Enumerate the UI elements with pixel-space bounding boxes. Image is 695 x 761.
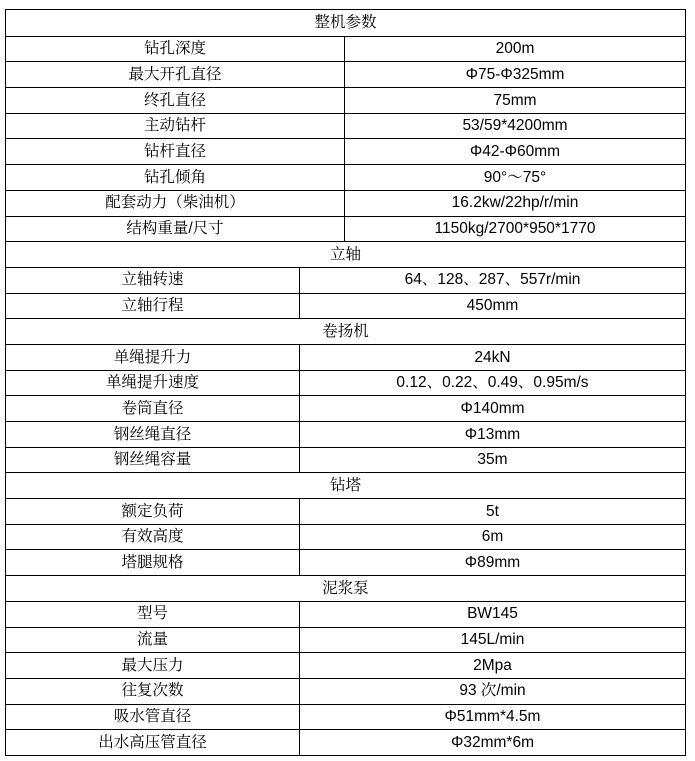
table-row [6, 549, 685, 575]
section-header-row [6, 241, 685, 267]
spec-label: 吸水管直径 [6, 705, 300, 730]
spec-value: 200m [495, 40, 535, 58]
table-row [6, 164, 685, 190]
spec-label: 型号 [6, 602, 300, 627]
table-row [6, 447, 685, 473]
spec-label: 往复次数 [6, 679, 300, 704]
section-header-row [6, 318, 685, 344]
spec-label: 钢丝绳直径 [6, 422, 300, 447]
spec-value: Φ32mm*6m [451, 733, 534, 751]
spec-label: 卷筒直径 [6, 396, 300, 421]
section-header-row [6, 10, 685, 36]
table-row [6, 267, 685, 293]
spec-value: Φ51mm*4.5m [444, 708, 541, 726]
spec-value: 1150kg/2700*950*1770 [434, 220, 596, 238]
spec-label: 立轴行程 [6, 294, 300, 319]
spec-label: 额定负荷 [6, 499, 300, 524]
table-row [6, 704, 685, 730]
spec-value: Φ89mm [464, 554, 521, 572]
spec-value: Φ140mm [460, 399, 525, 417]
table-row [6, 601, 685, 627]
spec-label: 钢丝绳容量 [6, 448, 300, 473]
table-row [6, 498, 685, 524]
spec-label: 单绳提升力 [6, 345, 300, 370]
spec-value: 5t [486, 502, 499, 520]
spec-label: 出水高压管直径 [6, 730, 300, 755]
spec-label: 有效高度 [6, 525, 300, 550]
table-row [6, 421, 685, 447]
table-row [6, 61, 685, 87]
table-row [6, 344, 685, 370]
spec-label: 主动钻杆 [6, 114, 345, 139]
table-row [6, 524, 685, 550]
spec-value: 64、128、287、557r/min [404, 271, 581, 289]
table-row [6, 190, 685, 216]
spec-label: 单绳提升速度 [6, 371, 300, 396]
table-row [6, 36, 685, 62]
spec-label: 立轴转速 [6, 268, 300, 293]
spec-value: 93 次/min [459, 682, 526, 700]
section-header-row [6, 575, 685, 601]
table-row [6, 678, 685, 704]
spec-table [5, 9, 686, 756]
spec-label: 流量 [6, 628, 300, 653]
spec-label: 终孔直径 [6, 88, 345, 113]
section-title: 立轴 [329, 245, 361, 263]
table-row [6, 87, 685, 113]
spec-value: 53/59*4200mm [462, 117, 568, 135]
spec-label: 钻杆直径 [6, 139, 345, 164]
table-row [6, 113, 685, 139]
spec-value: Φ75-Φ325mm [465, 65, 565, 83]
spec-value: 16.2kw/22hp/r/min [451, 194, 579, 212]
table-row [6, 293, 685, 319]
spec-value: 145L/min [460, 631, 525, 649]
spec-label: 最大压力 [6, 653, 300, 678]
section-header-row [6, 472, 685, 498]
spec-value: 0.12、0.22、0.49、0.95m/s [396, 374, 589, 392]
spec-value: 2Mpa [473, 656, 512, 674]
spec-value: Φ13mm [464, 425, 521, 443]
spec-label: 配套动力（柴油机） [6, 191, 345, 216]
spec-label: 最大开孔直径 [6, 62, 345, 87]
table-row [6, 216, 685, 242]
spec-value: Φ42-Φ60mm [469, 143, 561, 161]
table-row [6, 138, 685, 164]
spec-value: 35m [477, 451, 508, 469]
table-row [6, 370, 685, 396]
table-row [6, 627, 685, 653]
spec-label: 钻孔倾角 [6, 165, 345, 190]
section-title: 钻塔 [329, 476, 361, 494]
spec-label: 结构重量/尺寸 [6, 217, 345, 242]
table-row [6, 395, 685, 421]
section-title: 卷扬机 [322, 322, 369, 340]
table-row [6, 652, 685, 678]
spec-value: 450mm [466, 297, 519, 315]
spec-value: 24kN [474, 348, 511, 366]
spec-label: 塔腿规格 [6, 550, 300, 575]
spec-value: BW145 [467, 605, 518, 623]
spec-label: 钻孔深度 [6, 37, 345, 62]
spec-value: 6m [481, 528, 504, 546]
section-title: 泥浆泵 [322, 579, 369, 597]
spec-value: 75mm [493, 91, 537, 109]
spec-value: 90°～75° [483, 168, 547, 186]
section-title: 整机参数 [314, 14, 377, 32]
table-row [6, 729, 685, 755]
